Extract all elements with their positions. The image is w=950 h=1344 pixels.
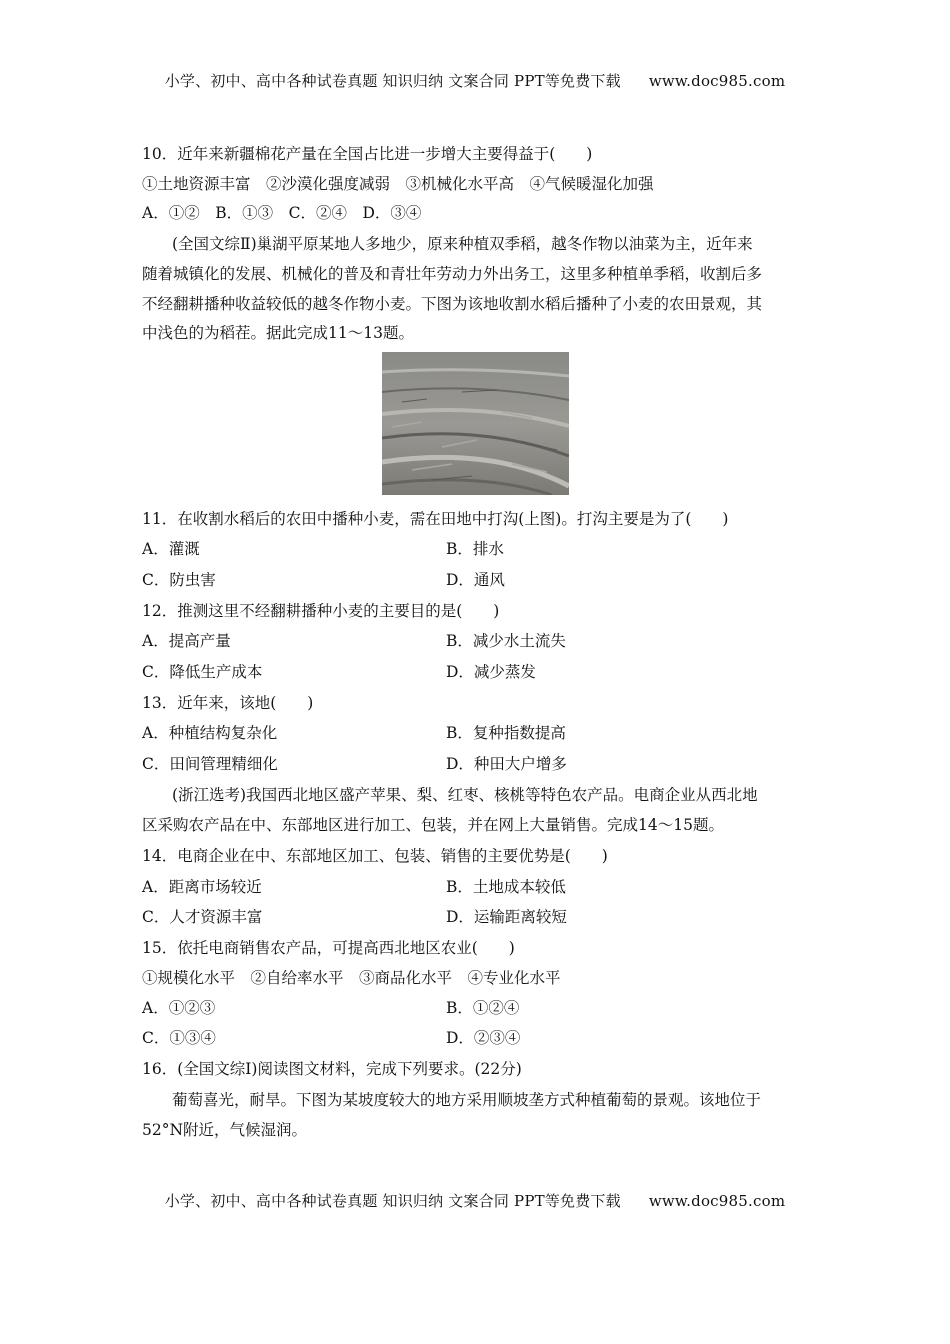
q12-option-b: B．减少水土流失 [446,632,566,650]
q12-option-d: D．减少蒸发 [446,663,536,681]
q11-option-a: A．灌溉 [142,540,200,558]
q15-stem: 15．依托电商销售农产品，可提高西北地区农业( ) [142,939,515,957]
q14-option-a: A．距离市场较近 [142,878,262,896]
q13-stem: 13．近年来，该地( ) [142,694,314,712]
field-photo [382,352,569,495]
q11-option-d: D．通风 [446,571,505,589]
header-text: 小学、初中、高中各种试卷真题 知识归纳 文案合同 PPT等免费下载 [164,72,621,90]
q16-stem: 16．(全国文综Ⅰ)阅读图文材料，完成下列要求。(22分) [142,1060,522,1078]
q13-option-b: B．复种指数提高 [446,724,566,742]
header-site: www.doc985.com [648,72,786,90]
q14-option-d: D．运输距离较短 [446,908,567,926]
q10-options: A．①② B．①③ C．②④ D．③④ [142,204,422,222]
q14-option-c: C．人才资源丰富 [142,908,263,926]
passage1-line4: 中浅色的为稻茬。据此完成11～13题。 [142,324,414,342]
passage1-line3: 不经翻耕播种收益较低的越冬作物小麦。下图为该地收割水稻后播种了小麦的农田景观，其 [142,295,763,313]
q16-line2: 52°N附近，气候湿润。 [142,1121,308,1139]
passage1-line1: (全国文综Ⅱ)巢湖平原某地人多地少，原来种植双季稻，越冬作物以油菜为主，近年来 [172,235,753,253]
q11-stem: 11．在收割水稻后的农田中播种小麦，需在田地中打沟(上图)。打沟主要是为了( ) [142,510,729,528]
passage2-line1: (浙江选考)我国西北地区盛产苹果、梨、红枣、核桃等特色农产品。电商企业从西北地 [172,786,758,804]
q10-stem: 10．近年来新疆棉花产量在全国占比进一步增大主要得益于( ) [142,145,593,163]
page-header [0,70,950,91]
field-photo-graphic [382,352,569,495]
q15-option-b: B．①②④ [446,999,520,1017]
q16-line1: 葡萄喜光，耐旱。下图为某坡度较大的地方采用顺坡垄方式种植葡萄的景观。该地位于 [172,1091,762,1109]
q12-option-a: A．提高产量 [142,632,231,650]
q11-option-b: B．排水 [446,540,504,558]
q13-option-a: A．种植结构复杂化 [142,724,278,742]
q12-option-c: C．降低生产成本 [142,663,263,681]
q15-option-d: D．②③④ [446,1029,521,1047]
q15-items: ①规模化水平 ②自给率水平 ③商品化水平 ④专业化水平 [142,969,561,987]
q12-stem: 12．推测这里不经翻耕播种小麦的主要目的是( ) [142,602,500,620]
passage2-line2: 区采购农产品在中、东部地区进行加工、包装，并在网上大量销售。完成14～15题。 [142,816,724,834]
footer-site: www.doc985.com [648,1192,786,1210]
q13-option-d: D．种田大户增多 [446,755,567,773]
q15-option-c: C．①③④ [142,1029,216,1047]
passage1-line2: 随着城镇化的发展、机械化的普及和青壮年劳动力外出务工，这里多种植单季稻，收割后多 [142,265,763,283]
page-footer [0,1190,950,1211]
q15-option-a: A．①②③ [142,999,216,1017]
q14-stem: 14．电商企业在中、东部地区加工、包装、销售的主要优势是( ) [142,847,608,865]
footer-text: 小学、初中、高中各种试卷真题 知识归纳 文案合同 PPT等免费下载 [164,1192,621,1210]
q10-items: ①土地资源丰富 ②沙漠化强度减弱 ③机械化水平高 ④气候暖湿化加强 [142,175,654,193]
q11-option-c: C．防虫害 [142,571,216,589]
q13-option-c: C．田间管理精细化 [142,755,278,773]
q14-option-b: B．土地成本较低 [446,878,566,896]
